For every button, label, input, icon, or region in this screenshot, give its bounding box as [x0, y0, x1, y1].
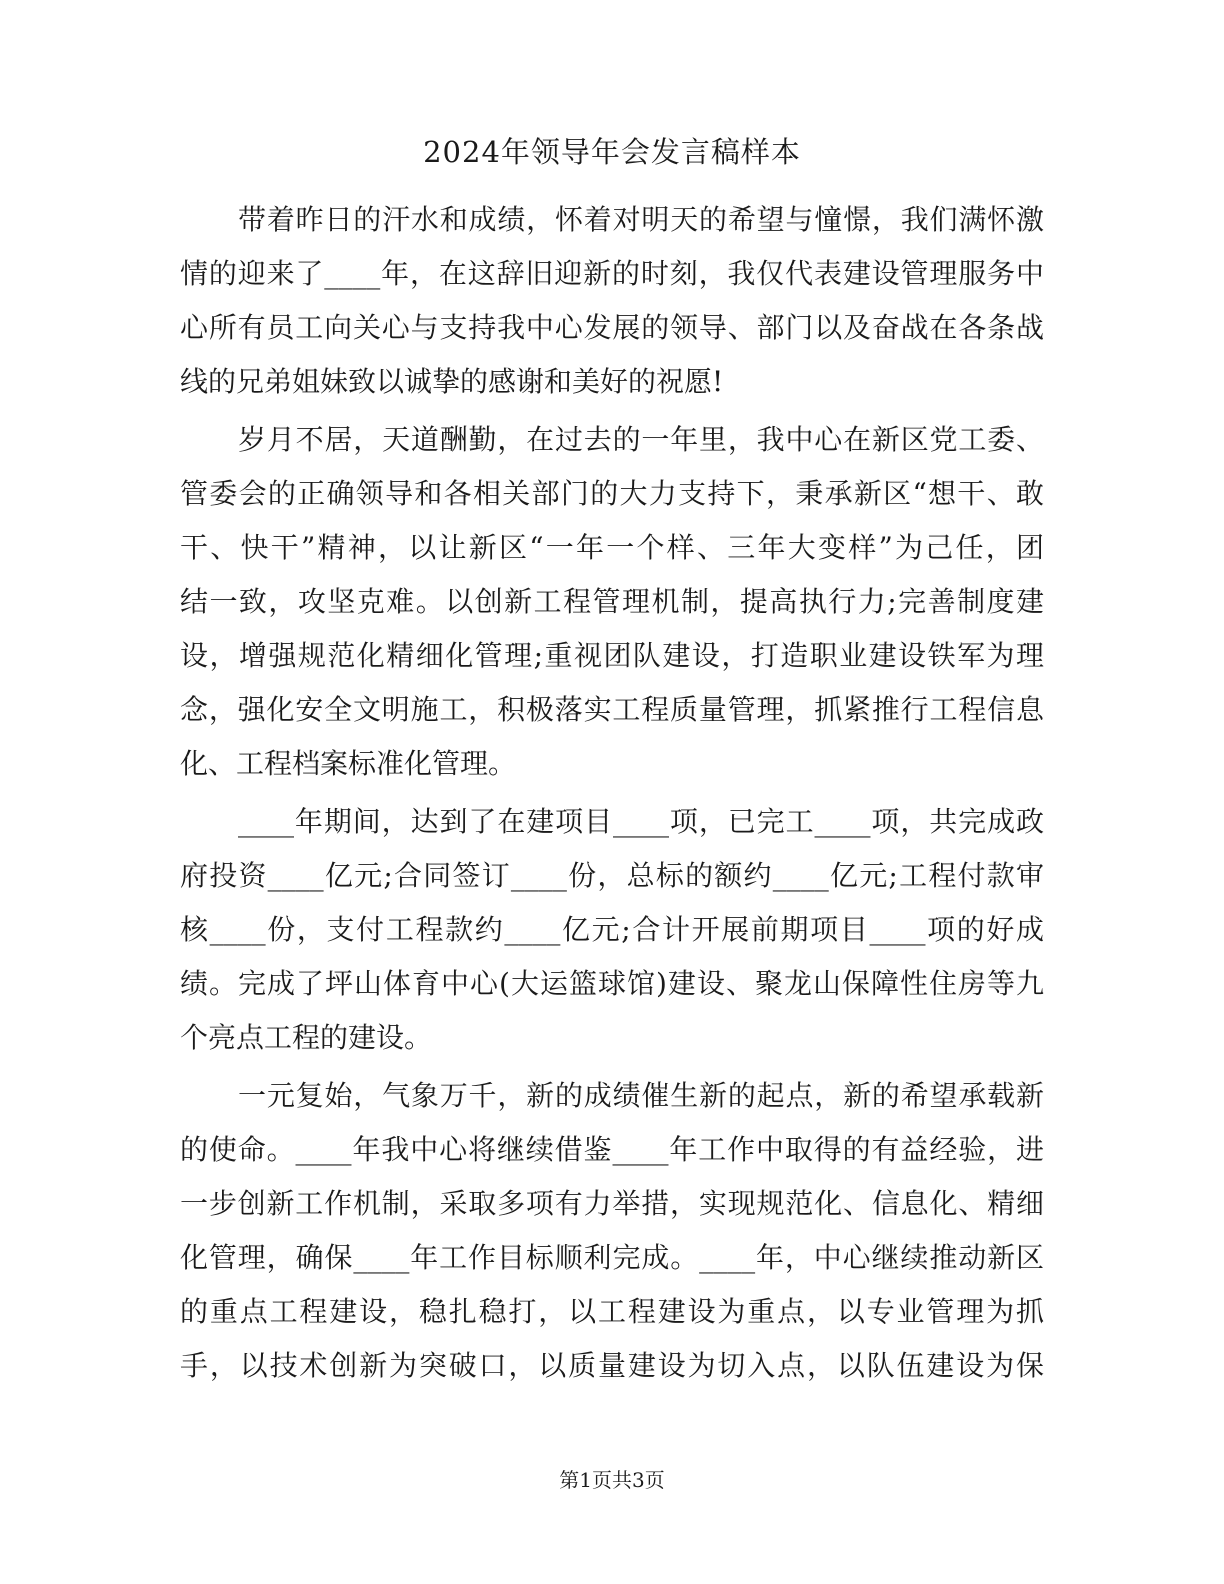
text-line: 的重点工程建设，稳扎稳打，以工程建设为重点，以专业管理为抓: [180, 1295, 1044, 1328]
text-line: 个亮点工程的建设。: [180, 1021, 433, 1054]
page-number-footer: 第1页共3页: [559, 1468, 665, 1492]
text-line: 手，以技术创新为突破口，以质量建设为切入点，以队伍建设为保: [180, 1349, 1044, 1382]
paragraph-2: [180, 413, 1044, 791]
paragraph-1: [180, 193, 1044, 409]
document-body: [180, 193, 1044, 1397]
text-line: 念，强化安全文明施工，积极落实工程质量管理，抓紧推行工程信息: [180, 693, 1044, 726]
text-line: 化、工程档案标准化管理。: [180, 747, 517, 780]
text-line: 情的迎来了____年，在这辞旧迎新的时刻，我仅代表建设管理服务中: [180, 257, 1044, 290]
text-line: 结一致，攻坚克难。以创新工程管理机制，提高执行力;完善制度建: [180, 585, 1044, 618]
text-line: 核____份，支付工程款约____亿元;合计开展前期项目____项的好成: [180, 913, 1044, 946]
text-line: 岁月不居，天道酬勤，在过去的一年里，我中心在新区党工委、: [238, 423, 1044, 456]
text-line: 设，增强规范化精细化管理;重视团队建设，打造职业建设铁军为理: [180, 639, 1044, 672]
document-title: 2024年领导年会发言稿样本: [423, 135, 801, 169]
text-line: 心所有员工向关心与支持我中心发展的领导、部门以及奋战在各条战: [180, 311, 1044, 344]
text-line: 一步创新工作机制，采取多项有力举措，实现规范化、信息化、精细: [180, 1187, 1044, 1220]
text-line: 干、快干”精神，以让新区“一年一个样、三年大变样”为己任，团: [180, 531, 1044, 564]
paragraph-3: [180, 795, 1044, 1065]
text-line: 绩。完成了坪山体育中心(大运篮球馆)建设、聚龙山保障性住房等九: [180, 967, 1044, 1000]
text-line: 管委会的正确领导和各相关部门的大力支持下，秉承新区“想干、敢: [180, 477, 1044, 510]
text-line: 一元复始，气象万千，新的成绩催生新的起点，新的希望承载新: [238, 1079, 1044, 1112]
text-line: 府投资____亿元;合同签订____份，总标的额约____亿元;工程付款审: [180, 859, 1044, 892]
paragraph-4: [180, 1069, 1044, 1393]
text-line: 线的兄弟姐妹致以诚挚的感谢和美好的祝愿!: [180, 365, 724, 398]
text-line: 的使命。____年我中心将继续借鉴____年工作中取得的有益经验，进: [180, 1133, 1044, 1166]
text-line: 带着昨日的汗水和成绩，怀着对明天的希望与憧憬，我们满怀激: [238, 203, 1044, 236]
text-line: 化管理，确保____年工作目标顺利完成。____年，中心继续推动新区: [180, 1241, 1044, 1274]
text-line: ____年期间，达到了在建项目____项，已完工____项，共完成政: [238, 805, 1044, 838]
